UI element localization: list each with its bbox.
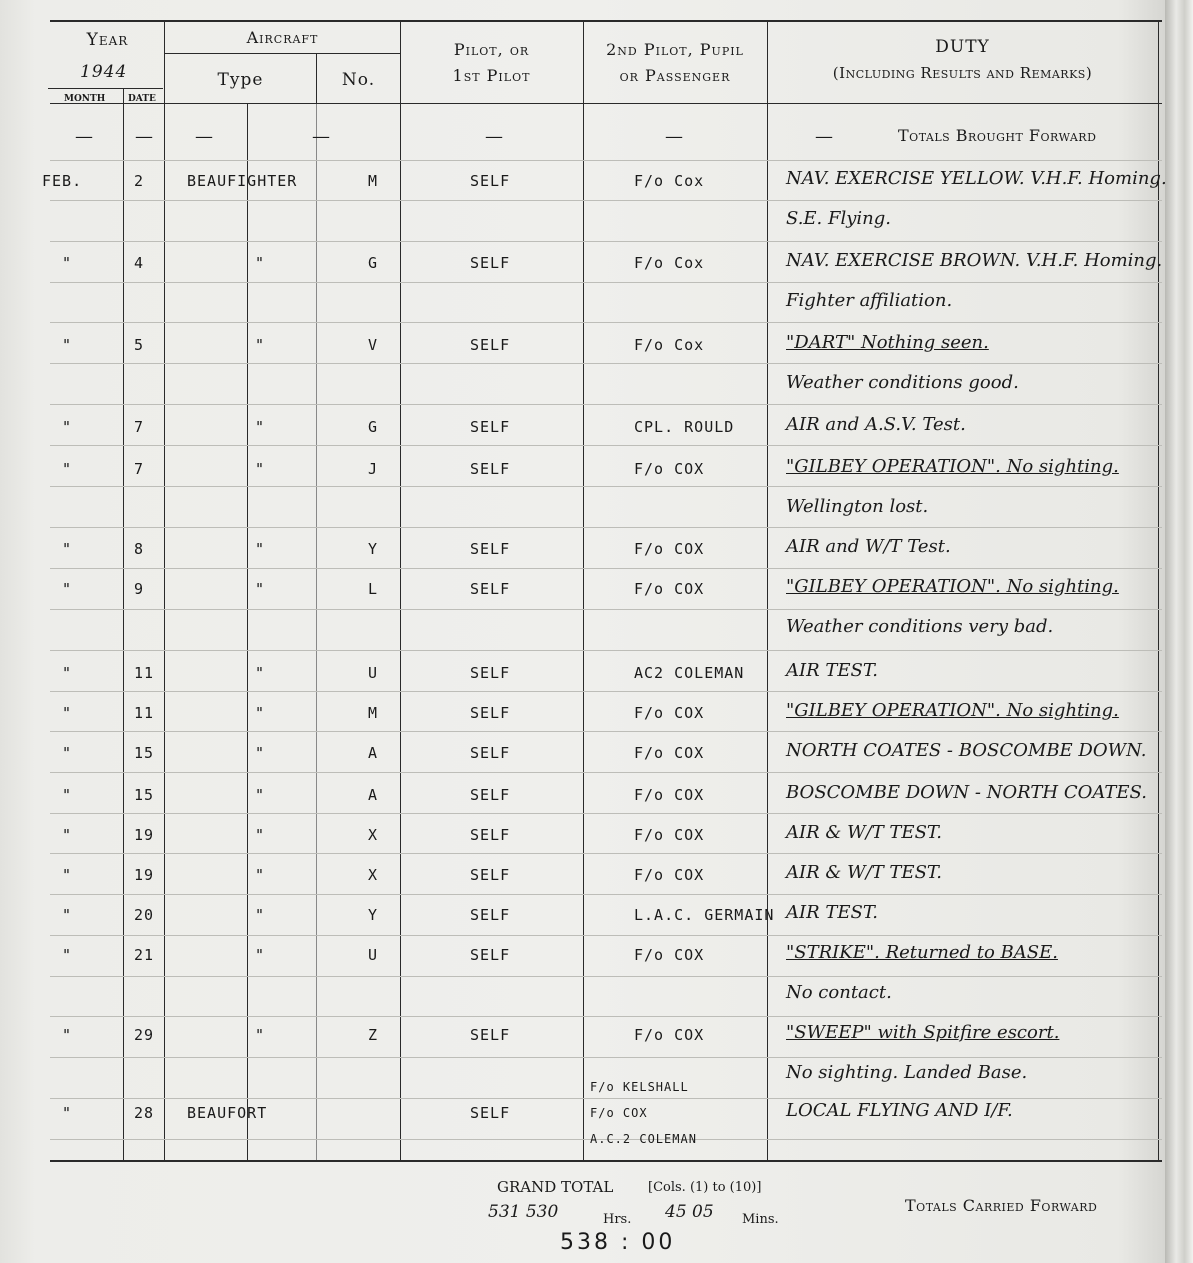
entry-date: 5 — [134, 336, 145, 354]
hours-value: 531 530 — [488, 1202, 559, 1222]
entry-date: 11 — [134, 664, 155, 682]
entry-date: 19 — [134, 826, 155, 844]
entry-aircraft-type: " — [255, 704, 266, 722]
entry-month: " — [62, 866, 73, 884]
bf-dash-duty: — — [815, 126, 829, 147]
entry-aircraft-type: " — [255, 906, 266, 924]
duty-label-1: DUTY — [935, 37, 990, 57]
entry-date: 8 — [134, 540, 145, 558]
entry-duty-continued: Wellington lost. — [786, 496, 929, 517]
entry-aircraft-type: " — [255, 418, 266, 436]
entry-aircraft-no: U — [368, 664, 379, 682]
entry-aircraft-type: " — [255, 336, 266, 354]
entry-duty: BOSCOMBE DOWN - NORTH COATES. — [786, 782, 1147, 803]
entry-date: 29 — [134, 1026, 155, 1044]
month-date-divider — [123, 88, 124, 1160]
entry-aircraft-no: G — [368, 418, 379, 436]
entry-month: " — [62, 664, 73, 682]
col-divider-type — [247, 104, 248, 1160]
entry-aircraft-type: " — [255, 946, 266, 964]
bf-dash-date: — — [135, 126, 153, 147]
corrected-total: 538 : 00 — [560, 1230, 676, 1255]
entry-duty: AIR TEST. — [786, 660, 878, 681]
entry-aircraft-no: J — [368, 460, 379, 478]
year-value: 1944 — [80, 62, 128, 82]
entry-second-pilot: AC2 COLEMAN — [634, 664, 745, 682]
entry-aircraft-no: V — [368, 336, 379, 354]
aircraft-label: Aircraft — [246, 28, 319, 47]
entry-date: 4 — [134, 254, 145, 272]
entry-second-pilot: L.A.C. GERMAIN — [634, 906, 775, 924]
entry-month: " — [62, 786, 73, 804]
month-label: MONTH — [64, 94, 106, 104]
entry-aircraft-no: A — [368, 744, 379, 762]
entry-month: FEB. — [42, 172, 83, 190]
entry-aircraft-no: X — [368, 826, 379, 844]
date-label: DATE — [128, 94, 156, 104]
entry-second-pilot: F/o COX — [634, 460, 705, 478]
col-divider-1 — [164, 20, 165, 1160]
entry-month: " — [62, 946, 73, 964]
entry-duty: NAV. EXERCISE BROWN. V.H.F. Homing. — [786, 250, 1163, 271]
type-label: Type — [217, 70, 264, 90]
entry-aircraft-no: M — [368, 704, 379, 722]
entry-date: 7 — [134, 418, 145, 436]
col-divider-2 — [400, 20, 401, 1160]
entry-second-pilot: F/o KELSHALL F/o COX A.C.2 COLEMAN — [590, 1080, 697, 1146]
entry-aircraft-no: M — [368, 172, 379, 190]
entry-month: " — [62, 418, 73, 436]
entry-second-pilot: F/o COX — [634, 540, 705, 558]
entry-aircraft-no: A — [368, 786, 379, 804]
totals-brought-forward: Totals Brought Forward — [898, 126, 1097, 145]
entry-second-pilot: F/o COX — [634, 786, 705, 804]
entry-month: " — [62, 744, 73, 762]
entry-aircraft-no: Y — [368, 540, 379, 558]
entry-second-pilot: F/o COX — [634, 946, 705, 964]
entry-duty-continued: Weather conditions very bad. — [786, 616, 1054, 637]
header-rule — [50, 103, 1162, 104]
entry-date: 2 — [134, 172, 145, 190]
entry-duty: LOCAL FLYING AND I/F. — [786, 1100, 1013, 1121]
entry-duty-continued: Weather conditions good. — [786, 372, 1019, 393]
minutes-label: Mins. — [742, 1212, 779, 1227]
col-divider-5 — [1158, 20, 1159, 1160]
entry-duty: "SWEEP" with Spitfire escort. — [786, 1022, 1060, 1043]
entry-second-pilot: F/o COX — [634, 1026, 705, 1044]
bf-dash-second: — — [665, 126, 683, 147]
entry-month: " — [62, 1026, 73, 1044]
entry-duty: AIR and W/T Test. — [786, 536, 951, 557]
grand-total-label: GRAND TOTAL — [497, 1178, 614, 1196]
entry-date: 15 — [134, 744, 155, 762]
second-pilot-label-2: or Passenger — [619, 66, 731, 85]
entry-second-pilot: F/o COX — [634, 744, 705, 762]
entry-month: " — [62, 254, 73, 272]
entry-pilot: SELF — [470, 866, 511, 884]
col-divider-no — [316, 104, 317, 1160]
bf-dash-type-a: — — [195, 126, 213, 147]
entry-second-pilot: F/o Cox — [634, 172, 705, 190]
entry-date: 28 — [134, 1104, 155, 1122]
entry-pilot: SELF — [470, 744, 511, 762]
entry-aircraft-no: L — [368, 580, 379, 598]
pilot-label-2: 1st Pilot — [452, 66, 531, 85]
duty-label-2: (Including Results and Remarks) — [832, 64, 1093, 82]
entry-pilot: SELF — [470, 460, 511, 478]
year-subrule — [48, 88, 163, 89]
entry-duty-continued: No sighting. Landed Base. — [786, 1062, 1028, 1083]
entry-aircraft-type: BEAUFORT — [187, 1104, 268, 1122]
entry-date: 19 — [134, 866, 155, 884]
entry-pilot: SELF — [470, 704, 511, 722]
entry-aircraft-type: " — [255, 866, 266, 884]
entry-month: " — [62, 906, 73, 924]
entry-pilot: SELF — [470, 172, 511, 190]
bottom-rule — [50, 1160, 1162, 1162]
entry-duty: AIR TEST. — [786, 902, 878, 923]
col-divider-3 — [583, 20, 584, 1160]
entry-second-pilot: F/o COX — [634, 704, 705, 722]
entry-month: " — [62, 704, 73, 722]
entry-duty: "STRIKE". Returned to BASE. — [786, 942, 1058, 963]
aircraft-subrule — [165, 53, 400, 54]
entry-pilot: SELF — [470, 1104, 511, 1122]
entry-duty: NORTH COATES - BOSCOMBE DOWN. — [786, 740, 1147, 761]
entry-date: 7 — [134, 460, 145, 478]
entry-aircraft-no: U — [368, 946, 379, 964]
pilot-label-1: Pilot, or — [453, 40, 530, 59]
minutes-value: 45 05 — [665, 1202, 714, 1222]
entry-second-pilot: F/o COX — [634, 826, 705, 844]
entry-aircraft-type: " — [255, 254, 266, 272]
entry-pilot: SELF — [470, 418, 511, 436]
entry-duty-continued: S.E. Flying. — [786, 208, 892, 229]
entry-second-pilot: F/o COX — [634, 580, 705, 598]
entry-aircraft-type: " — [255, 786, 266, 804]
cols-label: [Cols. (1) to (10)] — [648, 1180, 762, 1195]
entry-aircraft-type: " — [255, 826, 266, 844]
hours-label: Hrs. — [603, 1212, 632, 1227]
entry-pilot: SELF — [470, 664, 511, 682]
entry-aircraft-no: Z — [368, 1026, 379, 1044]
entry-date: 9 — [134, 580, 145, 598]
entry-pilot: SELF — [470, 786, 511, 804]
entry-aircraft-no: G — [368, 254, 379, 272]
entry-duty-continued: Fighter affiliation. — [786, 290, 953, 311]
entry-aircraft-no: Y — [368, 906, 379, 924]
entry-duty: AIR and A.S.V. Test. — [786, 414, 966, 435]
entry-second-pilot: F/o COX — [634, 866, 705, 884]
no-label: No. — [341, 70, 376, 90]
page-edge — [1165, 0, 1193, 1263]
totals-carried-forward: Totals Carried Forward — [905, 1196, 1098, 1215]
entry-aircraft-type: BEAUFIGHTER — [187, 172, 298, 190]
entry-duty: "GILBEY OPERATION". No sighting. — [786, 456, 1119, 477]
entry-duty: AIR & W/T TEST. — [786, 862, 942, 883]
entry-pilot: SELF — [470, 906, 511, 924]
entry-aircraft-type: " — [255, 540, 266, 558]
entry-duty-continued: No contact. — [786, 982, 892, 1003]
entry-pilot: SELF — [470, 946, 511, 964]
entry-second-pilot: F/o Cox — [634, 336, 705, 354]
entry-month: " — [62, 460, 73, 478]
entry-pilot: SELF — [470, 540, 511, 558]
year-label: Year — [86, 30, 129, 50]
col-divider-4 — [767, 20, 768, 1160]
entry-month: " — [62, 580, 73, 598]
bf-dash-pilot: — — [485, 126, 503, 147]
entry-aircraft-type: " — [255, 664, 266, 682]
top-rule — [50, 20, 1162, 22]
entry-pilot: SELF — [470, 826, 511, 844]
entry-aircraft-type: " — [255, 744, 266, 762]
entry-duty: "GILBEY OPERATION". No sighting. — [786, 700, 1119, 721]
entry-pilot: SELF — [470, 580, 511, 598]
second-pilot-label-1: 2nd Pilot, Pupil — [606, 40, 744, 59]
entry-duty: NAV. EXERCISE YELLOW. V.H.F. Homing. — [786, 168, 1167, 189]
entry-duty: "GILBEY OPERATION". No sighting. — [786, 576, 1119, 597]
entry-date: 21 — [134, 946, 155, 964]
entry-date: 11 — [134, 704, 155, 722]
entry-second-pilot: F/o Cox — [634, 254, 705, 272]
entry-duty: AIR & W/T TEST. — [786, 822, 942, 843]
entry-duty: "DART" Nothing seen. — [786, 332, 989, 353]
entry-month: " — [62, 826, 73, 844]
entry-aircraft-type: " — [255, 460, 266, 478]
entry-month: " — [62, 1104, 73, 1122]
entry-date: 20 — [134, 906, 155, 924]
bf-dash-month: — — [75, 126, 93, 147]
entry-date: 15 — [134, 786, 155, 804]
entry-aircraft-no: X — [368, 866, 379, 884]
entry-pilot: SELF — [470, 254, 511, 272]
entry-pilot: SELF — [470, 1026, 511, 1044]
entry-aircraft-type: " — [255, 580, 266, 598]
entry-pilot: SELF — [470, 336, 511, 354]
entry-month: " — [62, 540, 73, 558]
entry-second-pilot: CPL. ROULD — [634, 418, 735, 436]
entry-aircraft-type: " — [255, 1026, 266, 1044]
entry-month: " — [62, 336, 73, 354]
bf-dash-type-b: — — [312, 126, 330, 147]
